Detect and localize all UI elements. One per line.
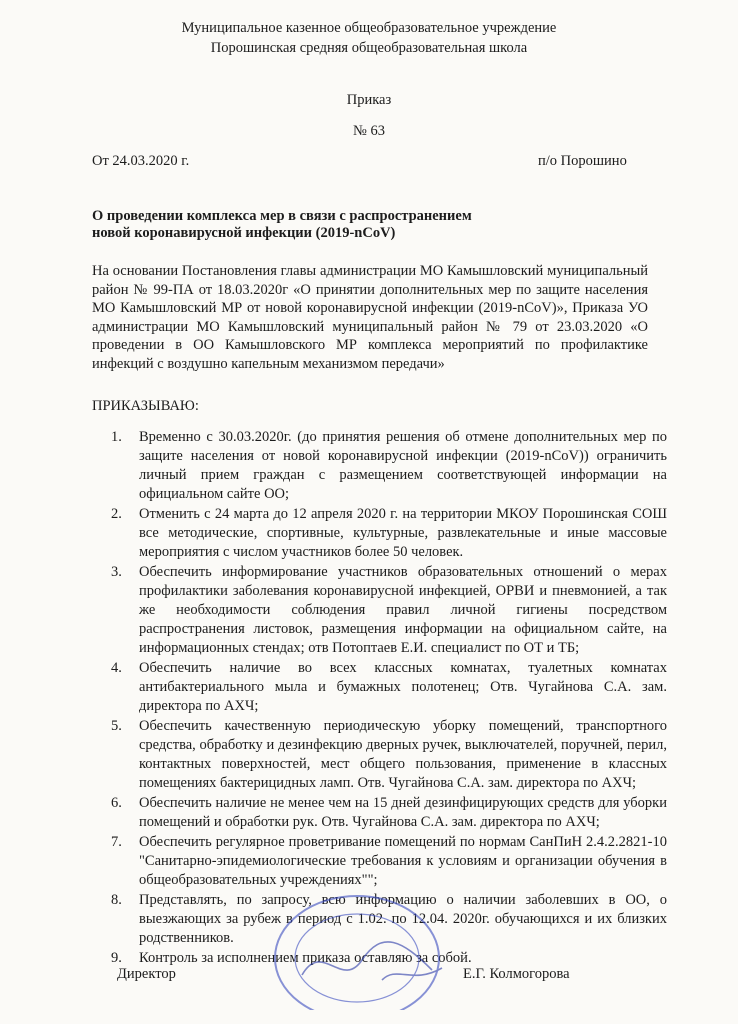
item-text: Отменить с 24 марта до 12 апреля 2020 г. на территории МКОУ Порошинская СОШ все методические, спортивные, культурные, развлекательные и иные массовые мероприятия с числом участников более 50 человек.: [139, 506, 667, 560]
basis-paragraph: На основании Постановления главы администрации МО Камышловский муниципальный район № 99-ПА от 18.03.2020г «О принятии дополнительных мер по защите населения МО Камышловский МР от новой коронавирусной инфекции (2019-nCoV)», Приказа УО администрации МО Камышловский муниципальный район № 79 от 23.03.2020 «О проведении в ОО Камышловского МР комплекса мероприятий по профилактике инфекций с воздушно капельным механизмом передачи»: [92, 263, 648, 372]
list-item: [111, 659, 667, 716]
item-text: Обеспечить информирование участников образовательных отношений о мерах профилактики заболевания коронавирусной инфекцией, ОРВИ и пневмонией, а так же необходимости соблюдения правил личной гигиены посредством распространения листовок, размещения информации на официальном сайте, на информационных стендах; отв Потоптаев Е.И. специалист по ОТ и ТБ;: [139, 564, 667, 656]
list-item: [111, 505, 667, 562]
list-item: [111, 717, 667, 793]
item-text: Временно с 30.03.2020г. (до принятия решения об отмене дополнительных мер по защите населения от новой коронавирусной инфекции (2019-nCoV)) ограничить личный прием граждан с размещением соответствующей информации на официальном сайте ОО;: [139, 429, 667, 502]
order-place: п/о Порошино: [538, 153, 627, 169]
item-text: Представлять, по запросу, всю информацию о наличии заболевших в ОО, о выезжающих за рубеж в период с 1.02. по 12.04. 2020г. обучающихся и их близких родственников.: [139, 892, 667, 946]
organization-name-line-1: Муниципальное казенное общеобразовательное учреждение: [181, 20, 557, 36]
item-number: 3.: [111, 564, 122, 580]
official-stamp: [262, 880, 462, 1010]
item-text: Обеспечить качественную периодическую уборку помещений, транспортного средства, обработку и дезинфекцию дверных ручек, выключателей, поручней, перил, контактных поверхностей, мест общего пользования, применение в классных помещениях бактерицидных ламп. Отв. Чугайнова С.А. зам. директора по АХЧ;: [139, 718, 667, 791]
orders-heading: ПРИКАЗЫВАЮ:: [92, 398, 199, 414]
stamp-outer-ring: [275, 896, 439, 1010]
item-text: Обеспечить регулярное проветривание помещений по нормам СанПиН 2.4.2.2821-10 "Санитарно-эпидемиологические требования к условиям и организации обучения в общеобразовательных учреждениях"";: [139, 834, 667, 888]
item-number: 8.: [111, 892, 122, 908]
item-number: 6.: [111, 795, 122, 811]
order-date: От 24.03.2020 г.: [92, 153, 190, 169]
item-number: 4.: [111, 660, 122, 676]
item-number: 9.: [111, 950, 122, 966]
item-text: Обеспечить наличие не менее чем на 15 дней дезинфицирующих средств для уборки помещений и обработки рук. Отв. Чугайнова С.А. зам. директора по АХЧ;: [139, 795, 667, 830]
item-number: 1.: [111, 429, 122, 445]
item-number: 5.: [111, 718, 122, 734]
order-number: № 63: [353, 123, 385, 139]
list-item: [111, 794, 667, 832]
item-text: Контроль за исполнением приказа оставляю за собой.: [139, 950, 472, 966]
organization-name-line-2: Порошинская средняя общеобразовательная школа: [210, 40, 528, 56]
item-number: 2.: [111, 506, 122, 522]
order-subject: [92, 208, 472, 242]
subject-line-1: О проведении комплекса мер в связи с распространением: [92, 208, 472, 224]
signature-scribble: [302, 942, 442, 980]
stamp-inner-ring: [295, 914, 419, 1002]
director-name: Е.Г. Колмогорова: [463, 966, 570, 982]
item-number: 7.: [111, 834, 122, 850]
list-item: [111, 428, 667, 504]
list-item: [111, 563, 667, 658]
order-title: Приказ: [346, 92, 392, 108]
director-label: Директор: [117, 966, 176, 982]
item-text: Обеспечить наличие во всех классных комнатах, туалетных комнатах антибактериального мыла и бумажных полотенец; Отв. Чугайнова С.А. зам. директора по АХЧ;: [139, 660, 667, 714]
subject-line-2: новой коронавирусной инфекции (2019-nCoV): [92, 225, 396, 241]
